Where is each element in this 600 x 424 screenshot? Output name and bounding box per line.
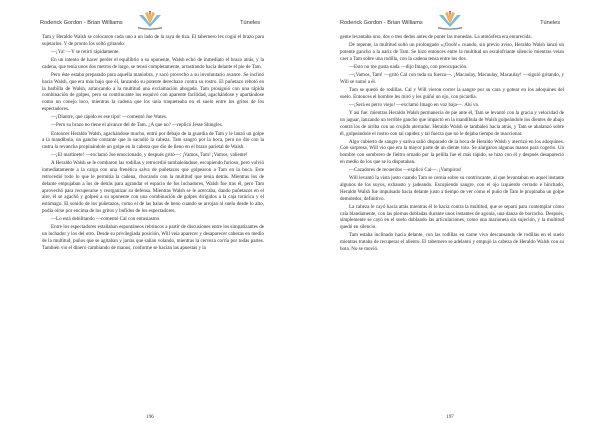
page-header (340, 17, 560, 29)
paragraph: Tam estaba inclinado hacia delante, con las rodillas en carne viva descansando de rodillas en el suelo mientras trataba de recuperar el aliento. El tabernero se adelantó y empujó la cabeza de Heraldo Walsh con su bota. No se movió. (340, 232, 564, 252)
paragraph: A Heraldo Walsh se le combaron las rodillas y retrocedió tambaleándose, escupiendo furioso, pero volvió inmediatamente a la carga con una frenética salva de puñetazos que golpearon a Tam en la boca. Este retrocedió todo lo que le permitía la cadena, chocando con la multitud que tenía detrás. Mientras los de delante empujaban a los de detrás para agrandar el espacio de los luchadores, Walsh fue tras él, pero Tam aprovechó para recuperarse y reorganizar su defensa. Mientras Walsh se le acercaba, dando puñetazos en el aire, él se agachó y golpeó a su oponente con una combinación de golpes dirigidos a la caja torácica y el estómago. El sonido de los puñetazos, como el de las balas de heno cuando se arrojan al suelo desde lo alto, podía oírse por encima de los gritos y bufidos de los espectadores. (42, 160, 264, 214)
paragraph: En un intento de hacer perder el equilibrio a su oponente, Walsh echó de inmediato el brazo atrás, y la cadena, que tenía unos dos metros de largo, se tensó completamente, arrastrando hacia delante el pie de Tam. (42, 57, 264, 70)
page-number: 197 (446, 414, 454, 420)
paragraph: La cabeza le cayó hacia atrás mientras él lo hacía contra la multitud, que se separó para contemplar cómo caía blandamente, con las piernas dobladas durante unos instantes de agonía, una danza de borracho. Después, simplemente se cayó en el suelo doblando las articulaciones, como una marioneta sin sujeción, y la multitud quedó en silencio. (340, 203, 564, 231)
page-body (42, 34, 264, 400)
page-number: 196 (146, 414, 154, 420)
paragraph: —Cazadores de recuerdos —explicó Cal—. ¡Vampiros! (349, 167, 462, 174)
paragraph: Entre los espectadores estallaban espontáneos rebrincos a partir de discusiones entre los simpatizantes de un luchador y los del otro. Desde su privilegiada posición, Will veía aparecer y desaparecer cabezas en medio de la multitud, puños que se agitaban y jarras que salían volando, mientras la cerveza corría por todas partes. También vio el dinero cambiando de manos, conforme se hacían las apuestas y la (42, 224, 264, 251)
paragraph: Tam se quedó de rodillas. Cal y Will vieron correr la sangre por su cara y gotear en los adoquines del suelo. Entonces el hombre les miró y les guiñó un ojo, con picardía. (340, 87, 564, 100)
paragraph: De repente, la multitud soltó un prolongado «¡Oooh!» cuando, sin previo aviso, Heraldo Walsh lanzó un potente gancho a la nariz de Tam. Se hizo entonces entre la multitud un escalofriante silencio mientras veían caer a Tam sobre una rodilla, con la cadena tensa entre los dos. (340, 42, 564, 62)
right-page (300, 0, 600, 424)
header-title: Túneles (240, 20, 260, 26)
paragraph: Pero éste estaba preparado para aquella maniobra, y sacó provecho a su involuntario avance. Se inclinó hacia Walsh, que era más bajo que él, lanzando su potente derechazo contra su rostro. El puñetazo rebotó en la barbilla de Walsh, arrancando a la multitud una exclamación ahogada. Tam prosiguió con una rápida combinación de golpes, pero su contrincante los esquivó con aparente facilidad, agachándose y apartándose como un conejo loco, mientras la cadena que los unía traqueteaba en el suelo entre los gritos de los espectadores. (42, 72, 264, 112)
header-author: Roderick Gordon - Brian Williams (340, 20, 423, 26)
paragraph: —Lo está debilitando —comentó Cal con entusiasmo. (51, 216, 161, 223)
paragraph: Tam y Heraldo Walsh se colocaron cada uno a un lado de la raya de tiza. El tabernero les cogió el brazo para sujetarlos. Y de pronto los soltó gritando: (42, 34, 264, 47)
paragraph: —¡El martinete! —exclamó Joe emocionado, y después gritó—: ¡Vamos, Tam! ¡Vamos, valiente! (51, 152, 248, 159)
header-title: Túneles (540, 20, 560, 26)
paragraph: —Esto no me gusta nada —dijo Imago, con preocupación. (349, 63, 468, 70)
paragraph: —¡Ya! —Y se retiró rápidamente. (51, 48, 120, 55)
paragraph: —Pero su brazo no tiene el alcance del de Tam. ¿A que no? —replicó Jesse Shingles. (51, 122, 223, 129)
paragraph: Algo cubierto de sangre y saliva salió disparado de la boca de Heraldo Walsh y aterrizó en los adoquines. Con sorpresa, Will vio que era la mayor parte de un diente roto. Se alargaron algunas manos para cogerlo. Un hombre con sombrero de fieltro ornado por la pelilla fue el más rápido, se hizo con él y después desapareció en medio de los que se lo disputaban. (340, 138, 564, 166)
paragraph: —¡Será es perro viejo! —exclamó Imago en voz baja—. Ahí va. (349, 101, 480, 108)
header-author: Roderick Gordon - Brian Williams (40, 20, 123, 26)
paragraph: —¡Diantre, qué rápido es ese tipo! —comentó Joe Wates. (51, 114, 168, 121)
book-emblem-icon (433, 10, 467, 30)
book-emblem-icon (133, 10, 167, 30)
paragraph: Y así fue: mientras Heraldo Walsh permanecía de pie ante él, Tam se levantó con la gracia y velocidad de un jaguar, lanzando un terrible gancho que impactó en la mandíbula de Walsh golpeándole los dientes de abajo contra los de arriba con un crujido aterrador. Heraldo Walsh se tambaleó hacia atrás, y Tam se abalanzó sobre él, golpeándole el rostro con tal rapidez y tal fuerza que no le dejaba tiempo de reaccionar. (340, 110, 564, 137)
paragraph: Entonces Heraldo Walsh, agachándose mucho, entró por debajo de la guardia de Tam y le lanzó un golpe a la mandíbula, un gancho contante que lo sacudió la cabeza. Tam sangró por la boca, pero no dio con la rastra la revancha propinándole un golpe en la cabeza que dio de lleno en el brazo parietal de Walsh. (42, 130, 264, 151)
page-body (340, 34, 564, 400)
page-header (40, 17, 260, 29)
paragraph: gente levantaba uno, dos o tres dedos antes de poner las monedas. La atmósfera era enrarecida. (340, 34, 532, 40)
paragraph: Will levantó la vista justo cuando Tam se cernía sobre su contrincante, al que levantaban en aquel instante algunos de los suyos, exhausto y jadeando. Escupiendo sangre, con el ojo izquierdo cerrado e hinchado, Heraldo Walsh fue impulsado hacia delante justo a tiempo de ver cómo el puño de Tam le propinaba un golpe demoledor, definitivo. (340, 175, 564, 202)
paragraph: —¡Vamos, Tam! —gritó Cal con toda su fuerza—. ¡Macaulay, Macaulay, Macaulay! —siguió gritando, y Will se sumó a él. (340, 72, 564, 85)
